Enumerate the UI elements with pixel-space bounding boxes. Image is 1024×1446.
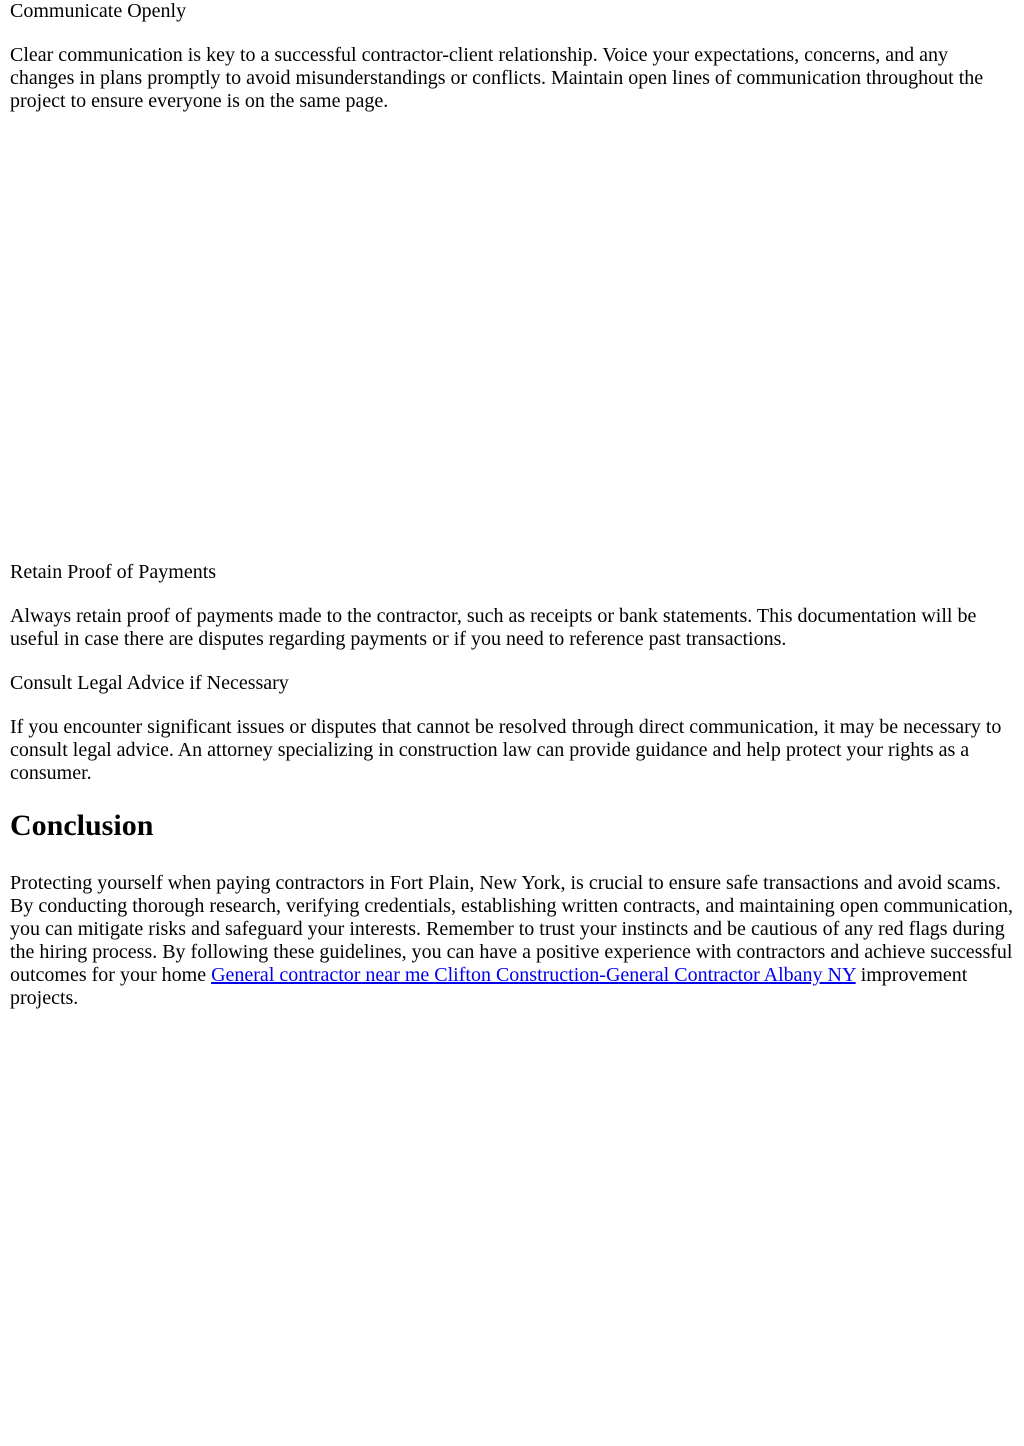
section-body-consult-legal: If you encounter significant issues or disputes that cannot be resolved through direct communication, it may be necessary to consult legal advice. An attorney specializing in construction law can provide guidance and help protect your rights as a consumer. <box>10 716 1002 784</box>
section-body-communicate-openly: Clear communication is key to a successful contractor-client relationship. Voice your expectations, concerns, and any changes in plans promptly to avoid misunderstandings or conflicts. Maintain open lines of communication throughout the project to ensure everyone is on the same page. <box>10 44 984 112</box>
conclusion-text-after-link: improvement projects. <box>10 964 968 1009</box>
section-label-retain-proof: Retain Proof of Payments <box>10 561 217 583</box>
conclusion-text-before-link: Protecting yourself when paying contractors in Fort Plain, New York, is crucial to ensure safe transactions and avoid scams. By conducting thorough research, verifying credentials, establishing written contracts, and maintaining open communication, you can mitigate risks and safeguard your interests. Remember to trust your instincts and be cautious of any red flags during the hiring process. By following these guidelines, you can have a positive experience with contractors and achieve successful outcomes for your home <box>10 872 1014 986</box>
section-body-retain-proof: Always retain proof of payments made to the contractor, such as receipts or bank statements. This documentation will be useful in case there are disputes regarding payments or if you need to reference past transactions. <box>10 605 977 650</box>
general-contractor-link[interactable]: General contractor near me Clifton Construction-General Contractor Albany NY <box>211 964 856 986</box>
conclusion-paragraph <box>10 872 1014 1010</box>
section-label-consult-legal: Consult Legal Advice if Necessary <box>10 672 289 694</box>
conclusion-heading: Conclusion <box>10 809 154 842</box>
section-label-communicate-openly: Communicate Openly <box>10 0 187 22</box>
